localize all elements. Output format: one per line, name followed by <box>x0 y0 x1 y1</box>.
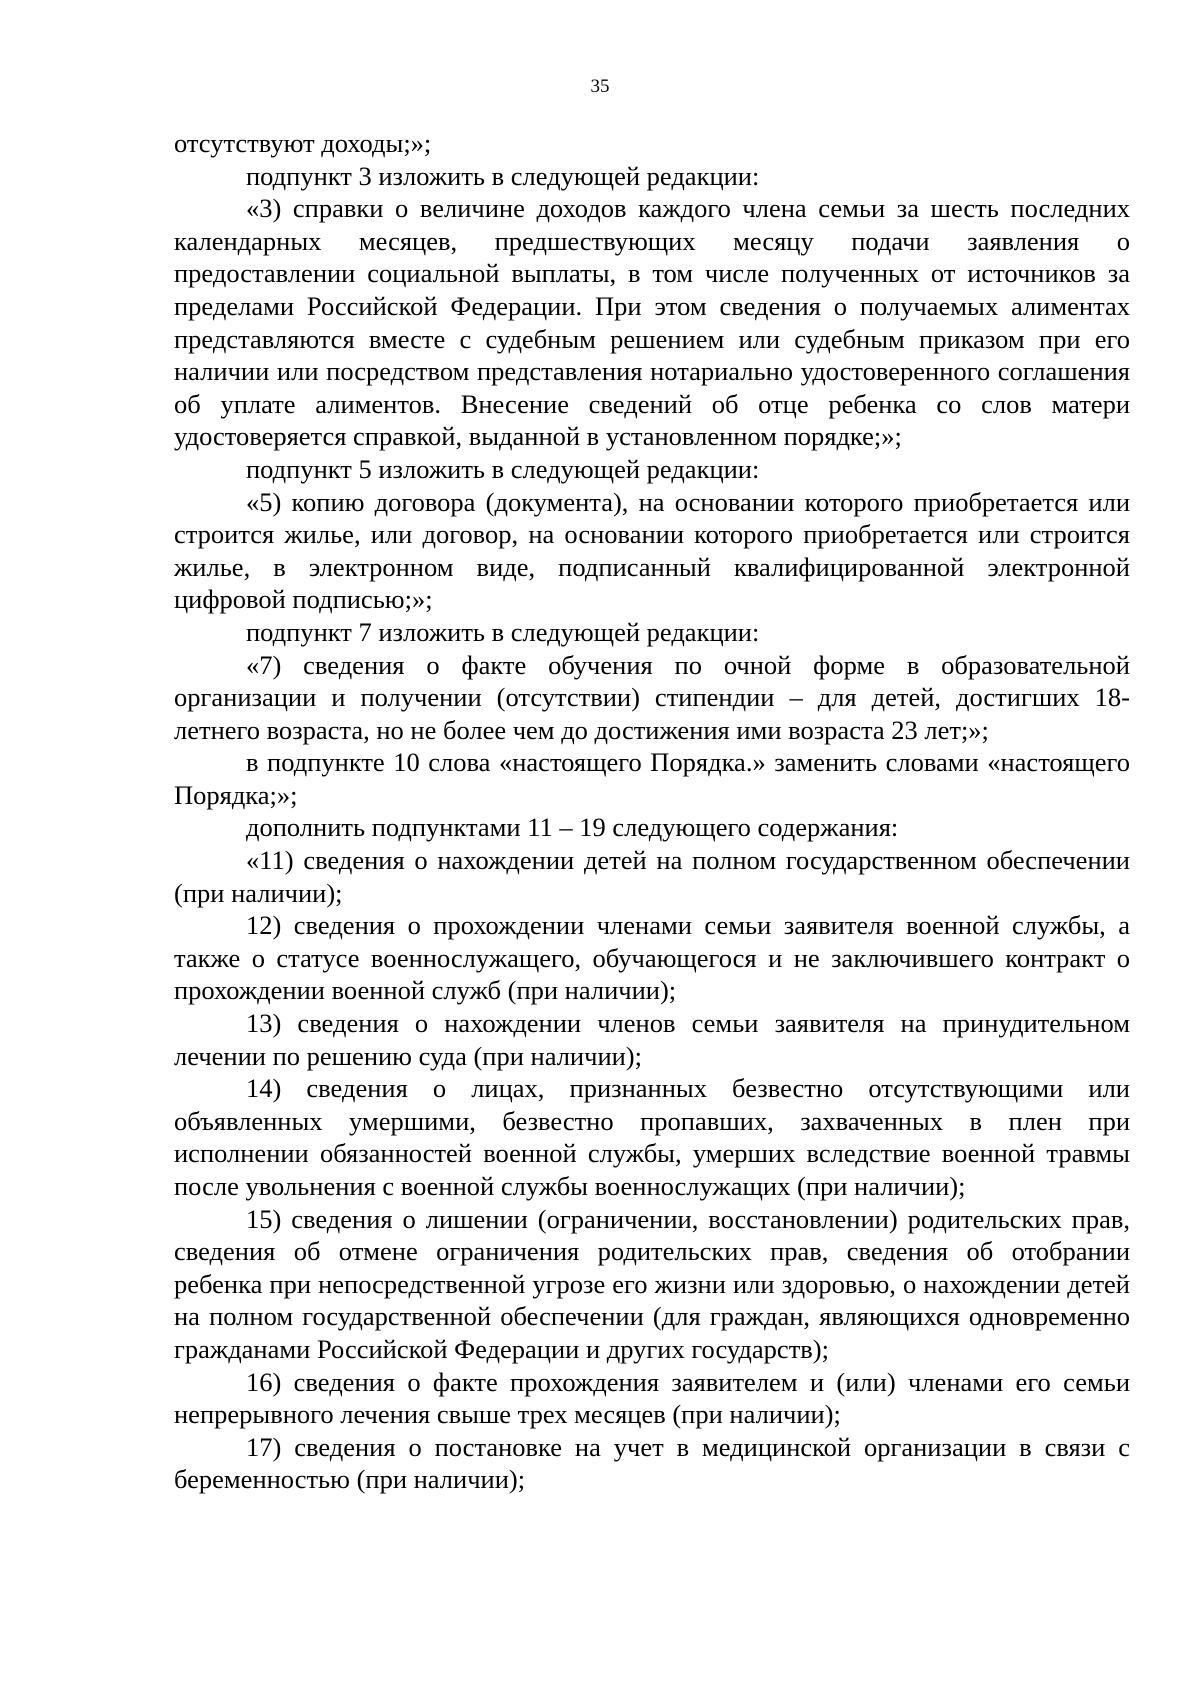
document-body <box>174 127 1130 1496</box>
paragraph: 12) сведения о прохождении членами семьи заявителя военной службы, а также о статусе военнослужащего, обучающегося и не заключившего контракт о прохождении военной служб (при наличии); <box>174 910 1130 1006</box>
paragraph: 15) сведения о лишении (ограничении, восстановлении) родительских прав, сведения об отмене ограничения родительских прав, сведения об отобрании ребенка при непосредственной угрозе его жизни или здоровью, о нахождении детей на полном государственной обеспечении (для граждан, являющихся одновременно гражданами Российской Федерации и других государств); <box>174 1203 1130 1364</box>
paragraph: 16) сведения о факте прохождения заявителем и (или) членами его семьи непрерывного лечения свыше трех месяцев (при наличии); <box>174 1366 1130 1430</box>
paragraph: 14) сведения о лицах, признанных безвестно отсутствующими или объявленных умершими, безвестно пропавших, захваченных в плен при исполнении обязанностей военной службы, умерших вследствие военной травмы после увольнения с военной службы военнослужащих (при наличии); <box>174 1073 1130 1201</box>
paragraph: 13) сведения о нахождении членов семьи заявителя на принудительном лечении по решению суда (при наличии); <box>174 1008 1130 1071</box>
paragraph: подпункт 7 изложить в следующей редакции: <box>246 616 760 647</box>
page-number: 35 <box>590 76 610 97</box>
paragraph: отсутствуют доходы;»; <box>174 128 432 158</box>
paragraph: 17) сведения о постановке на учет в медицинской организации в связи с беременностью (при наличии); <box>174 1431 1130 1495</box>
paragraph: «5) копию договора (документа), на основании которого приобретается или строится жилье, или договор, на основании которого приобретается или строится жилье, в электронном виде, подписанный квалифицированной электронной цифровой подписью;»; <box>174 486 1130 615</box>
paragraph: дополнить подпунктами 11 – 19 следующего содержания: <box>246 812 899 843</box>
paragraph: подпункт 3 изложить в следующей редакции: <box>246 160 760 191</box>
paragraph: «3) справки о величине доходов каждого члена семьи за шесть последних календарных месяцев, предшествующих месяцу подачи заявления о предоставлении социальной выплаты, в том числе полученных от источников за пределами Российской Федерации. При этом сведения о получаемых алиментах представляются вместе с судебным решением или судебным приказом при его наличии или посредством представления нотариально удостоверенного соглашения об уплате алиментов. Внесение сведений об отце ребенка со слов матери удостоверяется справкой, выданной в установленном порядке;»; <box>174 193 1130 452</box>
paragraph: «11) сведения о нахождении детей на полном государственном обеспечении (при наличии); <box>174 845 1130 908</box>
paragraph: подпункт 5 изложить в следующей редакции: <box>246 453 760 484</box>
paragraph: «7) сведения о факте обучения по очной форме в образовательной организации и получении (отсутствии) стипендии – для детей, достигших 18-летнего возраста, но не более чем до достижения ими возраста 23 лет;»; <box>174 649 1130 745</box>
paragraph: в подпункте 10 слова «настоящего Порядка.» заменить словами «настоящего Порядка;»; <box>174 747 1130 810</box>
